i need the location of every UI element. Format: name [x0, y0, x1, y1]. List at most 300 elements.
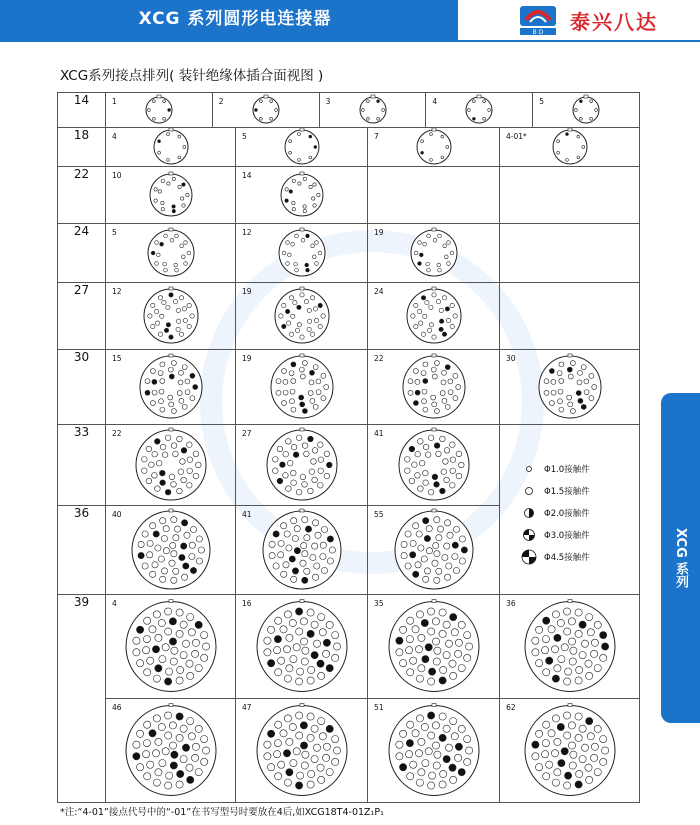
connector-key: [432, 509, 436, 512]
contact-pin: [576, 770, 583, 777]
contact-pin: [283, 473, 289, 479]
contact-pin: [273, 468, 279, 474]
contact-pin: [150, 401, 155, 406]
contact-pin: [590, 100, 593, 103]
contact-pin: [438, 234, 442, 238]
contact-pin: [419, 460, 425, 466]
contact-pin: [576, 666, 583, 673]
contact-pin: [600, 758, 607, 765]
contact-pin: [171, 361, 176, 366]
contact-pin: [450, 251, 454, 255]
contact-pin: [418, 321, 422, 325]
contact-pin: [180, 244, 184, 248]
contact-pin: [595, 109, 598, 112]
contact-pin: [160, 314, 164, 318]
connector-diagram: [236, 350, 368, 424]
contact-pin: [284, 779, 291, 786]
contact-pin: [594, 621, 601, 628]
layout-code: 12: [242, 228, 252, 237]
contact-pin: [295, 234, 299, 238]
contact-pin: [584, 390, 589, 395]
contact-pin: [296, 435, 302, 441]
contact-pin: [561, 644, 568, 651]
contact-pin: [269, 117, 272, 120]
contact-pin: [448, 379, 453, 384]
contact-pin: [412, 730, 419, 737]
contact-pin: [446, 146, 449, 149]
contact-pin: [453, 314, 457, 318]
contact-pin: [150, 571, 156, 577]
contact-pin: [587, 629, 594, 636]
contact-pin: [308, 666, 315, 673]
connector-diagram: [533, 93, 639, 127]
contact-pin: [559, 362, 564, 367]
contact-pin: [532, 753, 539, 760]
connector-key: [300, 600, 304, 603]
contact-pin: [575, 713, 582, 720]
contact-pin: [432, 374, 437, 379]
contact-pin: [178, 469, 184, 475]
layout-code: 5: [242, 132, 247, 141]
contact-pin: [433, 542, 439, 548]
contact-pin: [171, 517, 177, 523]
shell-size: 14: [58, 93, 106, 128]
contact-pin: [278, 657, 285, 664]
layout-code: 16: [242, 599, 252, 608]
contact-pin: [289, 332, 293, 336]
contact-pin: [428, 628, 435, 635]
contact-pin: [195, 621, 202, 628]
contact-pin: [310, 398, 315, 403]
contact-pin: [145, 390, 150, 395]
contact-pin: [405, 563, 411, 569]
contact-pin: [163, 262, 167, 266]
contact-pin: [575, 734, 582, 741]
contact-pin: [167, 159, 170, 162]
contact-pin: [307, 609, 314, 616]
layout-code: 4: [432, 97, 438, 106]
connector-key: [432, 128, 436, 131]
connector-key: [300, 228, 304, 231]
contact-pin: [187, 614, 194, 621]
contact-pin: [567, 395, 572, 400]
contact-pin: [585, 764, 592, 771]
contact-pin: [434, 361, 439, 366]
contact-pin: [274, 109, 277, 112]
contact-pin: [147, 761, 154, 768]
contact-pin: [165, 489, 171, 495]
contact-pin: [408, 390, 413, 395]
contact-pin: [286, 634, 293, 641]
contact-pin: [464, 654, 471, 661]
contact-pin: [183, 146, 186, 149]
contact-pin: [162, 644, 169, 651]
layout-code: 22: [112, 429, 122, 438]
contact-pin: [289, 190, 292, 193]
contact-pin: [143, 740, 150, 747]
contact-pin: [542, 740, 549, 747]
contact-pin: [427, 328, 431, 332]
contact-pin: [332, 654, 339, 661]
contact-pin: [453, 373, 458, 378]
contact-pin: [142, 531, 148, 537]
connector-diagram: [106, 506, 236, 594]
contact-pin: [396, 649, 403, 656]
contact-pin: [312, 477, 318, 483]
contact-pin: [436, 299, 440, 303]
contact-pin: [304, 535, 310, 541]
contact-pin: [295, 328, 299, 332]
shell-size: 27: [58, 283, 106, 350]
contact-pin: [182, 744, 189, 751]
contact-pin: [307, 713, 314, 720]
connector-diagram: [320, 93, 426, 127]
contact-pin: [459, 462, 465, 468]
contact-pin: [281, 369, 286, 374]
contact-pin: [425, 300, 429, 304]
contact-pin: [304, 299, 308, 303]
connector-key: [432, 287, 436, 290]
contact-pin: [323, 754, 330, 761]
contact-pin: [133, 753, 140, 760]
layout-code: 5: [112, 228, 117, 237]
contact-pin: [316, 390, 321, 395]
contact-pin: [309, 135, 312, 138]
contact-pin: [186, 764, 193, 771]
contact-pin: [187, 483, 193, 489]
contact-pin: [154, 199, 157, 202]
contact-pin: [158, 140, 161, 143]
contact-pin: [415, 473, 421, 479]
contact-pin: [275, 721, 282, 728]
contact-pin: [298, 182, 301, 185]
connector-diagram: [106, 224, 236, 282]
contact-pin: [557, 151, 560, 154]
contact-pin: [586, 614, 593, 621]
contact-pin: [424, 535, 430, 541]
contact-pin: [302, 409, 307, 414]
contact-pin: [439, 630, 446, 637]
contact-pin: [182, 365, 187, 370]
contact-pin: [302, 361, 307, 366]
connector-key: [300, 704, 304, 707]
contact-pin: [158, 151, 161, 154]
contact-pin: [285, 309, 289, 313]
contact-pin: [564, 608, 571, 615]
contact-pin: [293, 300, 297, 304]
contact-pin: [292, 179, 295, 182]
contact-pin: [318, 718, 325, 725]
contact-pin: [318, 468, 324, 474]
contact-pin: [318, 303, 322, 307]
contact-pin: [326, 665, 333, 672]
contact-pin: [178, 380, 183, 385]
contact-pin: [296, 782, 303, 789]
contact-pin: [439, 713, 446, 720]
layout-cell: [236, 224, 367, 282]
layout-cell: [236, 425, 367, 505]
connector-diagram: [368, 128, 500, 166]
contact-pin: [169, 335, 173, 339]
layout-cell: [235, 595, 367, 698]
contact-pin: [291, 379, 296, 384]
contact-pin: [440, 488, 446, 494]
layout-code: 47: [242, 703, 252, 712]
contact-pin: [548, 730, 555, 737]
contact-pin: [293, 452, 299, 458]
contact-pin: [458, 725, 465, 732]
contact-pin: [181, 520, 187, 526]
contact-pin: [179, 554, 185, 560]
layout-code: 62: [506, 703, 516, 712]
contact-pin: [422, 399, 427, 404]
layout-cell: [236, 128, 367, 166]
contact-pin: [432, 722, 439, 729]
contact-pin: [456, 385, 461, 390]
contact-pin: [318, 324, 322, 328]
contact-pin: [327, 536, 333, 542]
contact-pin: [568, 638, 575, 645]
contact-pin: [600, 736, 607, 743]
contact-pin: [176, 630, 183, 637]
contact-pin: [190, 373, 195, 378]
contact-pin: [558, 389, 563, 394]
contact-pin: [564, 628, 571, 635]
contact-pin: [434, 409, 439, 414]
contact-pin: [150, 523, 156, 529]
contact-pin: [430, 133, 433, 136]
contact-1.0-icon: [520, 460, 538, 478]
contact-pin: [196, 536, 202, 542]
contact-pin: [294, 526, 300, 532]
contact-pin: [431, 395, 436, 400]
legend-label: Φ1.0接触件: [544, 464, 590, 475]
contact-pin: [156, 460, 162, 466]
contact-pin: [264, 753, 271, 760]
contact-pin: [312, 574, 318, 580]
contact-pin: [459, 536, 465, 542]
contact-pin: [557, 140, 560, 143]
table-row: [58, 128, 640, 167]
connector-key: [300, 172, 304, 175]
contact-pin: [143, 647, 150, 654]
contact-pin: [184, 262, 188, 266]
contact-pin: [299, 367, 304, 372]
contact-pin: [546, 657, 553, 664]
contact-pin: [148, 109, 151, 112]
contact-pin: [300, 374, 305, 379]
contact-pin: [291, 480, 297, 486]
contact-pin: [291, 444, 297, 450]
contact-pin: [147, 657, 154, 664]
contact-pin: [407, 721, 414, 728]
contact-pin: [285, 199, 288, 202]
contact-pin: [188, 733, 195, 740]
contact-pin: [177, 391, 182, 396]
contact-pin: [561, 748, 568, 755]
layout-code: 41: [374, 429, 384, 438]
connector-key: [264, 95, 268, 98]
contact-pin: [558, 656, 565, 663]
contact-pin: [410, 540, 416, 546]
contact-pin: [577, 135, 580, 138]
contact-pin: [309, 380, 314, 385]
contact-pin: [311, 621, 318, 628]
contact-pin: [405, 531, 411, 537]
contact-pin: [176, 677, 183, 684]
contact-pin: [196, 558, 202, 564]
contact-pin: [542, 647, 549, 654]
contact-pin: [409, 446, 415, 452]
contact-pin: [278, 540, 284, 546]
contact-pin: [274, 740, 281, 747]
contact-pin: [441, 469, 447, 475]
contact-pin: [291, 576, 297, 582]
contact-pin: [300, 638, 307, 645]
contact-pin: [153, 779, 160, 786]
contact-pin: [291, 242, 295, 246]
contact-pin: [174, 263, 178, 267]
contact-pin: [303, 205, 306, 208]
contact-pin: [276, 390, 281, 395]
contact-pin: [447, 262, 451, 266]
contact-pin: [557, 371, 562, 376]
contact-pin: [441, 156, 444, 159]
contact-pin: [287, 253, 291, 257]
legend-cell: [500, 425, 640, 595]
contact-pin: [171, 482, 177, 488]
contact-pin: [434, 551, 440, 557]
contact-pin: [432, 402, 437, 407]
layout-cell: [368, 224, 499, 282]
contact-pin: [187, 324, 191, 328]
contact-pin: [192, 639, 199, 646]
contact-pin: [329, 547, 335, 553]
contact-pin: [153, 675, 160, 682]
layout-cell: [236, 506, 367, 594]
contact-pin: [172, 205, 175, 208]
contact-pin: [154, 188, 157, 191]
contact-pin: [445, 307, 449, 311]
legend-label: Φ1.5接触件: [544, 486, 590, 497]
contact-pin: [296, 678, 303, 685]
table-row: [58, 283, 640, 350]
contact-pin: [169, 742, 176, 749]
contact-pin: [483, 100, 486, 103]
contact-pin: [165, 435, 171, 441]
contact-pin: [449, 660, 456, 667]
contact-pin: [589, 373, 594, 378]
layout-code: 19: [374, 228, 384, 237]
contact-pin: [280, 730, 287, 737]
connector-key: [300, 428, 304, 431]
connector-diagram: [106, 167, 236, 223]
connector-diagram: [106, 425, 236, 505]
contact-pin: [559, 379, 564, 384]
contact-pin: [297, 323, 301, 327]
contact-pin: [557, 723, 564, 730]
contact-pin: [155, 545, 161, 551]
contact-pin: [282, 303, 286, 307]
contact-pin: [543, 669, 550, 676]
contact-pin: [160, 576, 166, 582]
contact-pin: [264, 649, 271, 656]
contact-pin: [554, 738, 561, 745]
contact-pin: [310, 332, 314, 336]
contact-pin: [600, 654, 607, 661]
layout-cell: [532, 93, 639, 127]
contact-pin: [259, 117, 262, 120]
contact-pin: [275, 669, 282, 676]
contact-pin: [165, 608, 172, 615]
contact-pin: [459, 558, 465, 564]
contact-pin: [156, 253, 160, 257]
contact-pin: [175, 234, 179, 238]
layout-cell: [235, 699, 367, 802]
contact-pin: [317, 660, 324, 667]
contact-pin: [181, 543, 187, 549]
contact-pin: [318, 442, 324, 448]
contact-pin: [589, 396, 594, 401]
contact-pin: [162, 748, 169, 755]
contact-pin: [290, 656, 297, 663]
contact-4.5-icon: [520, 548, 538, 566]
contact-pin: [187, 718, 194, 725]
contact-pin: [418, 439, 424, 445]
layout-cell: [236, 350, 367, 424]
contact-pin: [164, 268, 168, 272]
connector-key: [584, 95, 588, 98]
contact-pin: [327, 462, 333, 468]
contact-pin: [316, 379, 321, 384]
contact-pin: [305, 263, 309, 267]
layout-cell: [106, 93, 212, 127]
contact-pin: [279, 314, 283, 318]
contact-pin: [169, 560, 175, 566]
contact-pin: [422, 389, 427, 394]
connector-key: [568, 704, 572, 707]
contact-pin: [434, 647, 441, 654]
contact-pin: [464, 758, 471, 765]
contact-pin: [182, 307, 186, 311]
contact-pin: [307, 308, 311, 312]
contact-pin: [594, 769, 601, 776]
contact-pin: [418, 241, 422, 245]
contact-pin: [293, 644, 300, 651]
layout-code: 14: [242, 171, 252, 180]
contact-pin: [153, 611, 160, 618]
contact-pin: [187, 672, 194, 679]
contact-pin: [586, 776, 593, 783]
layout-cell: [106, 699, 235, 802]
contact-pin: [274, 647, 281, 654]
contact-pin: [152, 473, 158, 479]
contact-pin: [580, 100, 583, 103]
connector-key: [169, 354, 173, 357]
contact-pin: [451, 733, 458, 740]
contact-pin: [439, 319, 443, 323]
contact-pin: [283, 390, 288, 395]
contact-pin: [569, 762, 576, 769]
contact-pin: [278, 552, 284, 558]
contact-pin: [295, 268, 299, 272]
contact-pin: [424, 568, 430, 574]
layout-cell: [106, 224, 235, 282]
connector-diagram: [106, 699, 236, 802]
contact-pin: [575, 630, 582, 637]
contact-pin: [283, 562, 289, 568]
contact-pin: [286, 738, 293, 745]
